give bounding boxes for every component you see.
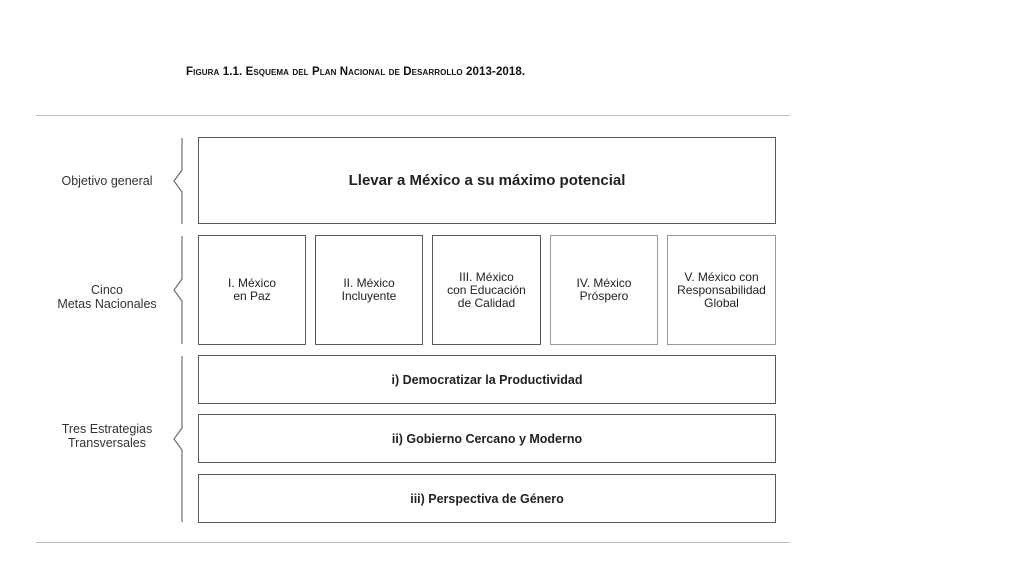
strategy-box-2 <box>198 414 776 463</box>
strategies-brace <box>170 354 186 524</box>
bottom-divider <box>36 542 790 543</box>
strategy-box-1 <box>198 355 776 404</box>
strategies-row-label: Tres Estrategias Transversales <box>61 422 153 450</box>
figure-caption <box>186 66 706 78</box>
goal-box-3 <box>432 235 541 345</box>
top-divider <box>36 115 790 116</box>
strategy-text-1: i) Democratizar la Productividad <box>391 372 583 387</box>
objective-brace <box>170 136 186 226</box>
objective-row-label: Objetivo general <box>61 174 153 188</box>
strategy-box-3 <box>198 474 776 523</box>
goal-box-2 <box>315 235 423 345</box>
goal-box-1 <box>198 235 306 345</box>
figure-caption-text: Figura 1.1. Esquema del Plan Nacional de Desarrollo 2013-2018. <box>186 66 526 78</box>
objective-box <box>198 137 776 224</box>
goals-row-label: Cinco Metas Nacionales <box>57 283 157 311</box>
goal-text-3: III. México con Educación de Calidad <box>447 269 526 310</box>
objective-text: Llevar a México a su máximo potencial <box>348 172 626 189</box>
goal-text-1: I. México en Paz <box>227 276 276 303</box>
goals-brace <box>170 234 186 346</box>
goal-text-5: V. México con Responsabilidad Global <box>677 269 766 310</box>
goal-text-2: II. México Incluyente <box>341 276 397 303</box>
goal-box-5 <box>667 235 776 345</box>
goal-box-4 <box>550 235 658 345</box>
strategy-text-2: ii) Gobierno Cercano y Moderno <box>391 431 583 446</box>
goal-text-4: IV. México Próspero <box>576 276 632 303</box>
strategy-text-3: iii) Perspectiva de Género <box>410 491 564 506</box>
